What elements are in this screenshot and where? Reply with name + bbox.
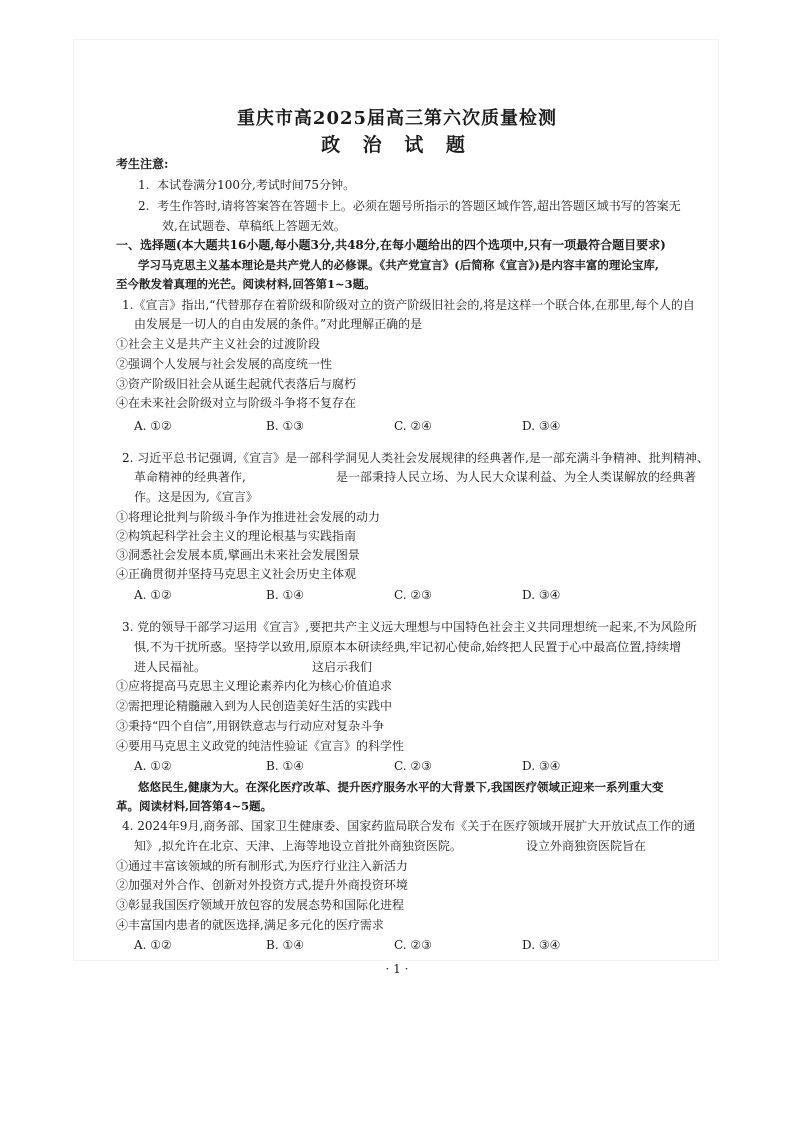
q1-statement-2: ②强调个人发展与社会发展的高度统一性 [116, 357, 333, 371]
q2-statement-3: ③洞悉社会发展本质,擘画出未来社会发展图景 [116, 548, 360, 562]
q3-option-a[interactable]: A. ①② [134, 759, 172, 773]
q3-option-c[interactable]: C. ②③ [394, 759, 432, 773]
page-number: · 1 · [385, 962, 409, 976]
exam-title: 重庆市高2025届高三第六次质量检测 [236, 108, 558, 129]
q3-stem-line-3a: 进人民福祉。 [134, 660, 207, 674]
q4-option-d[interactable]: D. ③④ [522, 938, 561, 952]
q1-option-a[interactable]: A. ①② [134, 419, 172, 433]
q2-option-c[interactable]: C. ②③ [394, 588, 432, 602]
q1-statement-4: ④在未来社会阶级对立与阶级斗争将不复存在 [116, 396, 357, 410]
q4-statement-4: ④丰富国内患者的就医选择,满足多元化的医疗需求 [116, 918, 384, 932]
q2-option-a[interactable]: A. ①② [134, 588, 172, 602]
q2-stem-line-2a: 革命精神的经典著作, [134, 470, 246, 484]
material-intro-2-line-2: 革。阅读材料,回答第4~5题。 [116, 799, 273, 813]
material-intro-2-line-1: 悠悠民生,健康为大。在深化医疗改革、提升医疗服务水平的大背景下,我国医疗领域正迎来一系列重大变 [138, 780, 664, 794]
q1-stem-line-1: 1.《宣言》指出,“代替那存在着阶级和阶级对立的资产阶级旧社会的,将是这样一个联合体,在那里,每个人的自 [122, 298, 695, 312]
notice-item-1: 1. 本试卷满分100分,考试时间75分钟。 [138, 178, 356, 192]
q4-option-a[interactable]: A. ①② [134, 938, 172, 952]
q4-statement-3: ③彰显我国医疗领域开放包容的发展态势和国际化进程 [116, 898, 405, 912]
q1-statement-1: ①社会主义是共产主义社会的过渡阶段 [116, 337, 321, 351]
q4-stem-line-2b: 设立外商独资医院旨在 [526, 839, 647, 853]
q4-option-b[interactable]: B. ①④ [266, 938, 304, 952]
q3-statement-2: ②需把理论精髓融入到为人民创造美好生活的实践中 [116, 699, 393, 713]
q2-option-d[interactable]: D. ③④ [522, 588, 561, 602]
notice-item-2-line-1: 2. 考生作答时,请将答案答在答题卡上。必须在题号所指示的答题区域作答,超出答题区域书写的答案无 [138, 199, 681, 213]
q4-statement-1: ①通过丰富该领域的所有制形式,为医疗行业注入新活力 [116, 859, 408, 873]
q1-statement-3: ③资产阶级旧社会从诞生起就代表落后与腐朽 [116, 377, 357, 391]
q3-option-b[interactable]: B. ①④ [266, 759, 304, 773]
exam-subject: 政 治 试 题 [321, 134, 473, 156]
q3-stem-line-2: 惧,不为干扰所惑。坚持学以致用,原原本本研读经典,牢记初心使命,始终把人民置于心中最高位置,持续增 [134, 640, 682, 654]
q3-statement-4: ④要用马克思主义政党的纯洁性验证《宣言》的科学性 [116, 739, 405, 753]
q3-stem-line-3b: 这启示我们 [312, 660, 373, 674]
q3-statement-1: ①应将提高马克思主义理论素养内化为核心价值追求 [116, 679, 393, 693]
q2-statement-2: ②构筑起科学社会主义的理论根基与实践指南 [116, 529, 357, 543]
q3-option-d[interactable]: D. ③④ [522, 759, 561, 773]
notice-item-2-line-2: 效,在试题卷、草稿纸上答题无效。 [162, 219, 346, 233]
q2-stem-line-1: 2. 习近平总书记强调,《宣言》是一部科学洞见人类社会发展规律的经典著作,是一部充满斗争精神、批判精神、 [122, 451, 709, 465]
notice-heading: 考生注意: [116, 157, 169, 171]
q2-statement-1: ①将理论批判与阶级斗争作为推进社会发展的动力 [116, 510, 381, 524]
q4-option-c[interactable]: C. ②③ [394, 938, 432, 952]
q1-option-b[interactable]: B. ①③ [266, 419, 304, 433]
material-intro-1-line-1: 学习马克思主义基本理论是共产党人的必修课。《共产党宣言》(后简称《宣言》)是内容丰富的理论宝库, [138, 258, 659, 272]
section-heading: 一、选择题(本大题共16小题,每小题3分,共48分,在每小题给出的四个选项中,只有一项最符合题目要求) [116, 238, 666, 252]
q2-statement-4: ④正确贯彻并坚持马克思主义社会历史主体观 [116, 567, 357, 581]
q1-option-c[interactable]: C. ②④ [394, 419, 432, 433]
q4-statement-2: ②加强对外合作、创新对外投资方式,提升外商投资环境 [116, 878, 408, 892]
q2-option-b[interactable]: B. ①④ [266, 588, 304, 602]
q2-stem-line-3: 作。这是因为,《宣言》 [134, 490, 258, 504]
q2-stem-line-2b: 是一部秉持人民立场、为人民大众谋利益、为全人类谋解放的经典著 [336, 470, 697, 484]
q4-stem-line-1: 4. 2024年9月,商务部、国家卫生健康委、国家药监局联合发布《关于在医疗领域开展扩大开放试点工作的通 [122, 819, 696, 833]
q3-statement-3: ③秉持“四个自信”,用钢铁意志与行动应对复杂斗争 [116, 719, 385, 733]
material-intro-1-line-2: 至今散发着真理的光芒。阅读材料,回答第1~3题。 [116, 277, 376, 291]
q1-stem-line-2: 由发展是一切人的自由发展的条件。”对此理解正确的是 [134, 317, 423, 331]
q1-option-d[interactable]: D. ③④ [522, 419, 561, 433]
q3-stem-line-1: 3. 党的领导干部学习运用《宣言》,要把共产主义远大理想与中国特色社会主义共同理想统一起来,不为风险所 [122, 620, 697, 634]
q4-stem-line-2a: 知》,拟允许在北京、天津、上海等地设立首批外商独资医院。 [134, 839, 462, 853]
